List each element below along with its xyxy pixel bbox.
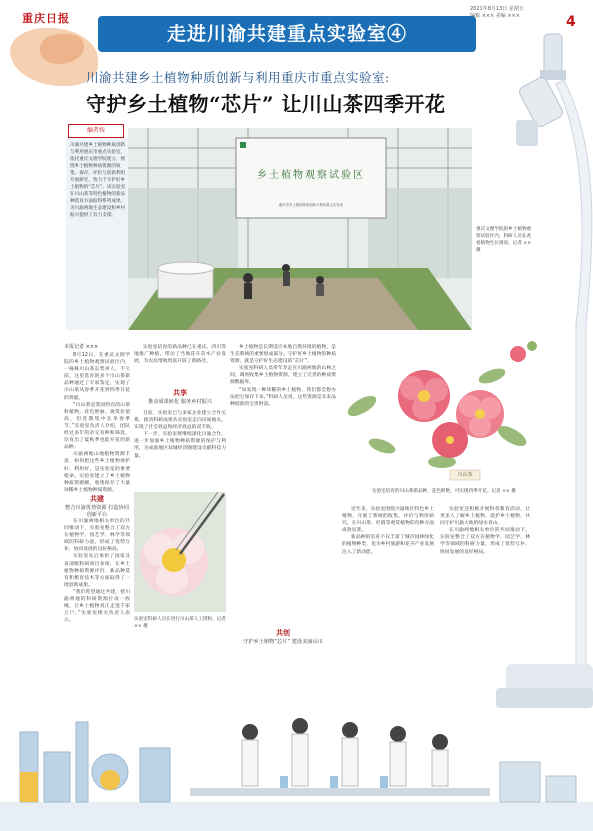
col1-paragraph: 川渝两地山地植物资源丰富，如何把这些乡土植物保护好、利用好，是实验室的重要使命。实验室建立了乡土植物种质资源圃，收集保存了大量珍稀乡土植物种质资源。 (64, 452, 130, 492)
newspaper-logo: 重庆日报 (22, 12, 70, 25)
col3-paragraph: 乡土植物是长期适应本地自然环境的植物，是生态系统的重要组成部分。守护好乡土植物的种质资源，就是守护好生态建设的“芯片”。 (230, 345, 336, 365)
meta-editors: 编辑 ××× 美编 ××× (470, 13, 520, 19)
col5-paragraph: 在川渝两地相关单位的共同推动下，实验室整合了双方在植物学、园艺学、林学等领域的科研力量，形成了优势互补、协同发展的良好格局。 (440, 528, 530, 555)
camellia-painting-drawing (342, 336, 542, 484)
article-column-1b (64, 518, 130, 688)
section-title-gongxiang: 共享 (173, 389, 187, 397)
greenhouse-photo (128, 128, 472, 330)
col2b-paragraph: 目前，实验室已与多家企业建立合作关系，推动科研成果从实验室走向田间地头，实现了社会效益和经济效益的双丰收。 (134, 411, 226, 431)
editor-tag: 编者按 (68, 124, 124, 138)
section-subtitle-gongchuang: 守护乡土植物“芯片” 建设美丽山川 (243, 639, 323, 645)
section-subtitle-gongxiang: 推动成果转化 服务乡村振兴 (148, 399, 212, 405)
section-subtitle-gongjian: 整合川渝优势资源 打造协同创新平台 (65, 505, 129, 518)
article-headline: 守护乡土植物“芯片” 让川山茶四季开花 (86, 92, 446, 116)
col3-paragraph: 实验室科研人员常年奔走在川渝两地的山林之间，调查收集乡土植物资源，建立了完善的种质资源数据库。 (230, 366, 336, 386)
col4-paragraph: 新品种的培育不仅丰富了城市园林绿化的植物种类，也为乡村旅游和花卉产业发展注入了新动能。 (342, 535, 434, 555)
pollination-photo-drawing (134, 492, 226, 612)
section-title-gongchuang: 共创 (276, 629, 290, 637)
camellia-painting (342, 336, 542, 484)
pollination-photo (134, 492, 226, 612)
page-meta (470, 6, 580, 20)
col1b-paragraph: 实验室先后承担了国家及省部级科研项目多项，在乡土植物种质资源评价、新品种选育和繁育技术等方面取得了一批创新成果。 (64, 554, 130, 588)
greenhouse-sign-sub: 重庆市乡土植物种质创新与利用重点实验室 (278, 203, 344, 207)
article-kicker: 川渝共建乡土植物种质创新与利用重庆市重点实验室: (86, 70, 390, 85)
section-banner (98, 16, 476, 52)
col1b-paragraph: “我们希望通过共建，把川渝两地的科研资源拧成一股绳，让乡土植物真正走进千家万户。”实验室相关负责人表示。 (64, 589, 130, 624)
editor-note-text: 川渝共建乡土植物种质创新与利用重庆市重点实验室，依托重庆文理学院建立，围绕乡土植物种质资源的收集、保存、评价与创新利用开展研究，致力于守护好乡土植物的“芯片”。该实验室在川山茶等特色植物的新品种选育方面取得系列成果，为川渝两地生态建设和乡村振兴提供了有力支撑。 (70, 143, 126, 218)
article-column-2 (134, 344, 226, 384)
article-column-4 (342, 506, 434, 692)
article-column-2b (134, 410, 226, 490)
page-number: 4 (566, 14, 576, 30)
article-column-5 (440, 506, 530, 692)
col4-paragraph: 近年来，实验室围绕川渝地区特色乡土植物，开展了系统的收集、评价与利用研究，在川山茶、杜鹃等观赏植物的育种方面成效显著。 (342, 507, 434, 534)
camellia-caption: 实验室培育的川山茶新品种，花色鲜艳，可实现四季开花。记者 ×× 摄 (372, 489, 516, 494)
greenhouse-sign-title: 乡土植物观察试验区 (257, 170, 365, 181)
col2b-paragraph: 下一步，实验室将继续深化川渝合作，进一步加强乡土植物种质资源的保护与利用，为成渝地区双城经济圈建设贡献科技力量。 (134, 432, 226, 459)
col1b-paragraph: 在川渝两地相关单位的共同推动下，实验室整合了双方在植物学、园艺学、林学等领域的科研力量，形成了优势互补、协同发展的良好格局。 (64, 519, 130, 553)
greenhouse-photo-drawing (128, 128, 472, 330)
col1-paragraph: “川山茶是我国特有的山茶科植物，花色艳丽、观赏价值高，但花期集中在冬春季节。”实验室负责人介绍，团队经过多年的杂交育种和筛选，培育出了夏秋季也能开花的新品种。 (64, 402, 130, 451)
col1-paragraph: 8月12日，在重庆文理学院的乡土植物观察试验区内，一株株川山茶长势喜人。不久前，这里选育的多个川山茶新品种通过了专家鉴定，实现了川山茶从春季开花到四季开花的突破。 (64, 353, 130, 401)
pollination-photo-caption: 实验室科研人员在进行川山茶人工授粉。记者 ×× 摄 (134, 617, 226, 629)
article-byline: 本报记者 ××× (64, 344, 99, 350)
laboratory-illustration (0, 692, 593, 831)
article-column-3 (230, 344, 336, 624)
main-photo-caption: 重庆文理学院的乡土植物观察试验区内，科研人员在查看植物生长情况。记者 ×× 摄 (476, 227, 532, 253)
section-banner-title: 走进川渝共建重点实验室④ (166, 23, 407, 45)
meta-date: 2021年8月13日 星期五 (470, 6, 524, 12)
article-column-1 (64, 352, 130, 492)
col3-paragraph: “每发现一种珍稀的乡土植物，我们都会想办法把它保存下来。”科研人员说，这些资源是未来品种创新的宝贵财富。 (230, 387, 336, 407)
camellia-label: 川山茶 (457, 472, 473, 478)
col2-paragraph: 实验室培育的新品种已在重庆、四川等地推广种植，带动了当地花卉苗木产业发展，为农民增收致富开辟了新路径。 (134, 345, 226, 365)
col5-paragraph: 实验室还积极开展科普教育活动，让更多人了解乡土植物、爱护乡土植物，共同守护川渝大地的绿水青山。 (440, 507, 530, 527)
section-title-gongjian: 共建 (90, 495, 104, 503)
